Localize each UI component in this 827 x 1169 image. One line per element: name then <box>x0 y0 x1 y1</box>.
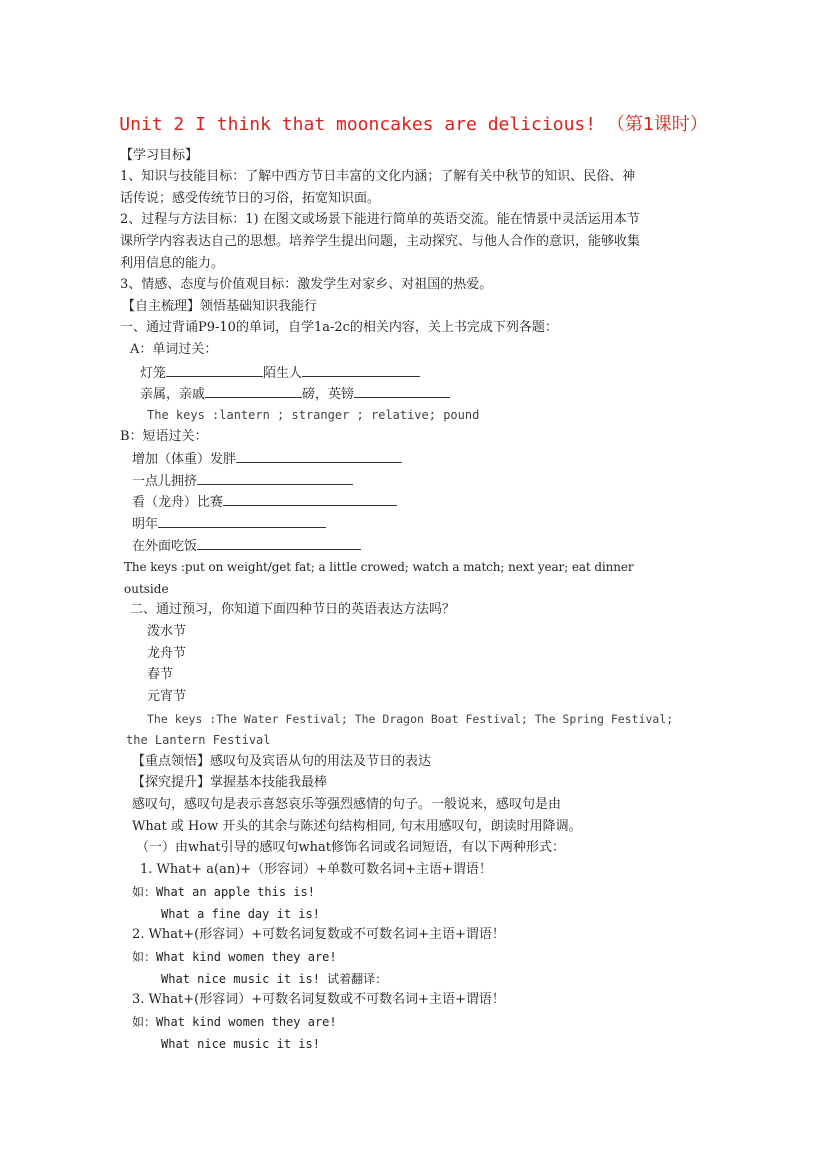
word-lantern: 灯笼 <box>140 366 167 381</box>
example-1a: 如：What an apple this is! <box>132 885 315 899</box>
word-relative: 亲属，亲戚 <box>140 387 206 402</box>
blank-input[interactable] <box>205 385 302 398</box>
festival-spring: 春节 <box>147 667 174 682</box>
phrase-row-2 <box>132 472 353 490</box>
phrase-watch-match: 看（龙舟）比赛 <box>132 495 224 510</box>
exercise-2-intro: 二、通过预习，你知道下面四种节日的英语表达方法吗？ <box>130 602 456 617</box>
example-1b: What a fine day it is! <box>161 907 320 921</box>
rule-3: 3. What+(形容词）+可数名词复数或不可数名词+主语+谓语！ <box>132 992 505 1007</box>
festival-dragon-boat: 龙舟节 <box>147 646 187 661</box>
blank-input[interactable] <box>302 364 420 377</box>
rule-1: 1. What+ a(an)+（形容词）+单数可数名词+主语+谓语！ <box>140 862 492 877</box>
festival-lantern: 元宵节 <box>147 689 187 704</box>
festival-answer-keys-line-2: the Lantern Festival <box>126 733 271 747</box>
blank-input[interactable] <box>236 450 402 463</box>
phrase-row-4 <box>132 515 326 533</box>
vocab-row-2 <box>140 385 450 403</box>
exclamation-desc-line-1: 感叹句，感叹句是表示喜怒哀乐等强烈感情的句子。一般说来，感叹句是由 <box>132 797 562 812</box>
goal-2-line-2: 课所学内容表达自己的思想。培养学生提出问题，主动探究、与他人合作的意识，能够收集 <box>120 234 641 249</box>
heading-key-points: 【重点领悟】感叹句及宾语从句的用法及节日的表达 <box>132 754 432 769</box>
phrase-put-on-weight: 增加（体重）发胖 <box>132 452 237 467</box>
blank-input[interactable] <box>223 493 397 506</box>
example-2a: 如：What kind women they are! <box>132 950 337 964</box>
part-a-label: A：单词过关： <box>130 342 218 357</box>
goal-2-line-1: 2、过程与方法目标：1) 在图文或场景下能进行简单的英语交流。能在情景中灵活运用本节 <box>120 212 640 227</box>
rule-2: 2. What+(形容词）+可数名词复数或不可数名词+主语+谓语！ <box>132 927 505 942</box>
phrase-answer-keys-line-1: The keys :put on weight/get fat; a little crowed; watch a match; next year; eat dinner <box>124 560 634 574</box>
heading-learning-goals: 【学习目标】 <box>120 148 199 163</box>
blank-input[interactable] <box>158 515 326 528</box>
festival-answer-keys-line-1: The keys :The Water Festival; The Dragon Boat Festival; The Spring Festival; <box>147 712 674 726</box>
page-title: Unit 2 I think that mooncakes are delicious! （第1课时） <box>119 114 708 135</box>
what-exclamation-intro: （一）由what引导的感叹句what修饰名词或名词短语，有以下两种形式： <box>136 840 565 855</box>
phrase-row-3 <box>132 493 397 511</box>
part-b-label: B：短语过关： <box>120 429 208 444</box>
phrase-eat-outside: 在外面吃饭 <box>132 539 198 554</box>
example-3b: What nice music it is! <box>161 1037 320 1051</box>
example-3a: 如：What kind women they are! <box>132 1015 337 1029</box>
phrase-next-year: 明年 <box>132 517 159 532</box>
vocab-row-1 <box>140 364 420 382</box>
example-2b: What nice music it is! 试着翻译： <box>161 972 388 986</box>
heading-self-study: 【自主梳理】领悟基础知识我能行 <box>122 299 318 314</box>
phrase-a-little-crowded: 一点儿拥挤 <box>132 474 198 489</box>
phrase-row-5 <box>132 537 361 555</box>
blank-input[interactable] <box>197 537 361 550</box>
word-stranger: 陌生人 <box>263 366 303 381</box>
exclamation-desc-line-2: What 或 How 开头的其余与陈述句结构相同, 句末用感叹句，朗读时用降调。 <box>132 819 582 834</box>
goal-1-line-2: 话传说；感受传统节日的习俗，拓宽知识面。 <box>120 191 381 206</box>
festival-water: 泼水节 <box>147 624 187 639</box>
blank-input[interactable] <box>354 385 450 398</box>
vocab-answer-keys: The keys :lantern ; stranger ; relative; pound <box>147 408 480 422</box>
goal-3: 3、情感、态度与价值观目标：激发学生对家乡、对祖国的热爱。 <box>120 277 493 292</box>
blank-input[interactable] <box>166 364 263 377</box>
phrase-answer-keys-line-2: outside <box>124 582 169 596</box>
goal-2-line-3: 利用信息的能力。 <box>120 256 225 271</box>
word-pound: 磅，英镑 <box>302 387 355 402</box>
heading-explore: 【探究提升】掌握基本技能我最棒 <box>132 775 328 790</box>
exercise-1-intro: 一、通过背诵P9-10的单词，自学1a-2c的相关内容，关上书完成下列各题： <box>120 320 558 335</box>
phrase-row-1 <box>132 450 402 468</box>
goal-1-line-1: 1、知识与技能目标：了解中西方节日丰富的文化内涵；了解有关中秋节的知识、民俗、神 <box>120 169 636 184</box>
blank-input[interactable] <box>197 472 353 485</box>
